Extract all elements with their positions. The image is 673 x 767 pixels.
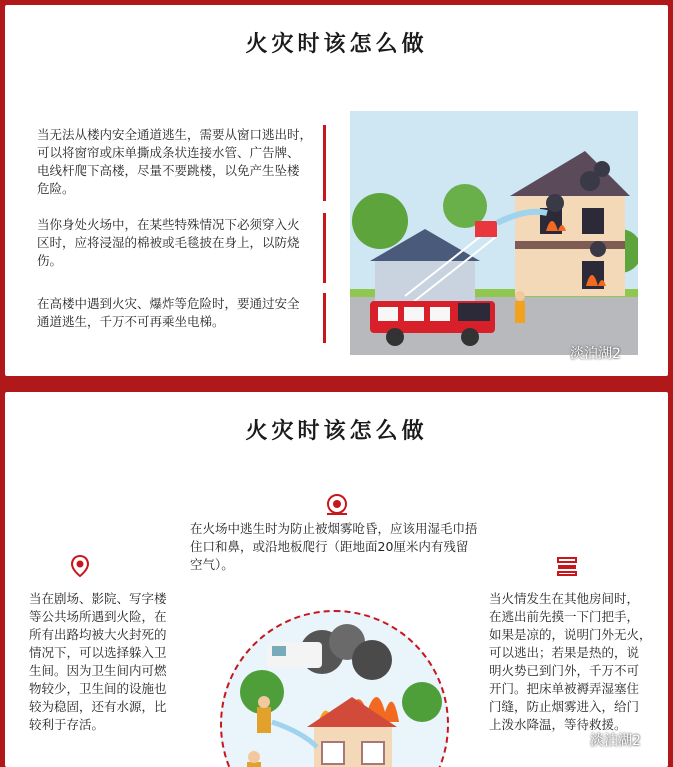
text-line: 可以将窗帘或床单撕成条状连接水管、广告牌、 [37,145,300,160]
text-line: 较利于存活。 [29,717,105,732]
tip-window-escape [37,126,337,198]
tip-wet-blanket [37,216,337,270]
tip-check-door [489,590,661,734]
slide-1-title: 火灾时该怎么做 [245,31,428,57]
text-line: 危险。 [37,181,75,196]
watermark: 淡泊湖2 [590,733,641,749]
layers-icon [555,554,579,578]
text-line: 生间。因为卫生间内可燃 [29,663,167,678]
fire-location-icon [68,554,92,578]
divider-bar [323,213,326,283]
text-line: 当火情发生在其他房间时， [489,591,640,606]
text-line: 通道逃生，千万不可再乘坐电梯。 [37,314,225,329]
text-line: 开门。把床单被褥弄湿塞住 [489,681,640,696]
tip-bathroom-refuge [29,590,189,734]
text-line: 在高楼中遇到火灾、爆炸等危险时，要通过安全 [37,296,300,311]
text-line: 较为稳固，还有水源，比 [29,699,167,714]
text-line: 情况下，可以选择躲入卫 [29,645,167,660]
text-line: 区时，应将浸湿的棉被或毛毯披在身上，以防烧 [37,235,300,250]
house-fire-illustration [350,111,638,355]
text-line: 住口和鼻，或沿地板爬行（距地面20厘米内有残留 [190,539,469,554]
text-line: 当无法从楼内安全通道逃生，需要从窗口逃出时， [37,127,313,142]
text-line: 物较少，卫生间的设施也 [29,681,167,696]
firefighters-illustration [220,610,449,767]
text-line: 明火势已到门外，千万不可 [489,663,640,678]
text-line: 电线杆爬下高楼，尽量不要跳楼，以免产生坠楼 [37,163,300,178]
text-line: 伤。 [37,253,63,268]
text-line: 所有出路均被大火封死的 [29,627,167,642]
tip-wet-towel [190,520,500,574]
text-line: 空气）。 [190,557,234,572]
text-line: 等公共场所遇到火险，在 [29,609,167,624]
text-line: 门缝，防止烟雾进入，给门 [489,699,640,714]
text-line: 在逃出前先摸一下门把手， [489,609,640,624]
divider-bar [323,125,326,201]
watermark: 淡泊湖2 [570,346,621,362]
text-line: 可以逃出；若果是热的，说 [489,645,640,660]
text-line: 在火场中逃生时为防止被烟雾呛昏，应该用湿毛巾捂 [190,521,478,536]
text-line: 当你身处火场中，在某些特殊情况下必须穿入火 [37,217,300,232]
slide-1 [5,5,668,376]
slide-2 [5,392,668,767]
text-line: 如果是凉的，说明门外无火， [489,627,652,642]
divider-bar [323,293,326,343]
text-line: 上泼水降温，等待救援。 [489,717,627,732]
alarm-icon [325,492,349,516]
text-line: 当在剧场、影院、写字楼 [29,591,167,606]
tip-no-elevator [37,295,337,331]
slide-2-title: 火灾时该怎么做 [245,418,428,444]
